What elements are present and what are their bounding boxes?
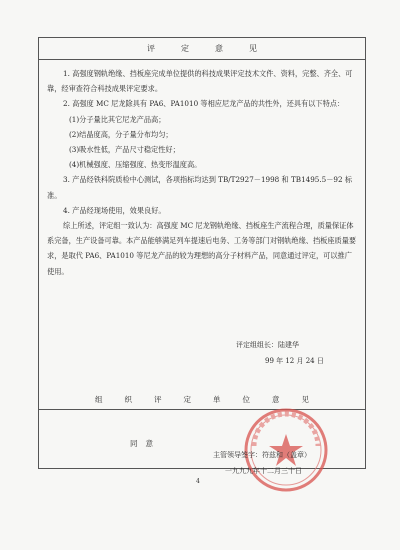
- opinion-paragraph: (2)结晶度高，分子量分布均匀；: [69, 129, 173, 139]
- opinion-paragraph: 1. 高强度钢轨绝缘、挡板座完成单位提供的科技成果评定技术文件、资料，完整、齐全、可靠，经审查符合科技成果评定要求。: [47, 69, 353, 94]
- opinion-paragraph: (3)吸水性低，产品尺寸稳定性好；: [69, 145, 180, 155]
- org-opinion-text: 同意: [130, 439, 161, 448]
- opinion-paragraph: 2. 高强度 MC 尼龙除具有 PA6、PA1010 等相应尼龙产品的共性外，还具有以下特点：: [63, 99, 345, 109]
- group-sign-date: 99 年 12 月 24 日: [265, 357, 324, 365]
- org-opinion-header: 组织评定单位意见: [39, 390, 365, 410]
- opinion-body: [47, 66, 359, 279]
- opinion-paragraph: 综上所述，评定组一致认为：高强度 MC 尼龙钢轨绝缘、挡板座生产流程合理，质量保证体系完备，生产设备可靠。本产品能够满足列车提速后电务、工务等部门对钢轨绝缘、挡板座质量要求，是取代 PA6、PA1010 等尼龙产品的较为理想的高分子材料产品，同意通过评定，可以推广使用。: [47, 221, 357, 276]
- leader-signature: 主管领导签字：符兹和（盖章）: [213, 451, 311, 459]
- opinion-paragraph: 3. 产品经铁科院质检中心测试，各项指标均达到 TB/T2927－1998 和 TB1495.5－92 标准。: [47, 175, 353, 200]
- opinion-paragraph: (1)分子量比其它尼龙产品高；: [69, 114, 166, 124]
- evaluation-form: [38, 37, 366, 475]
- leader-sign-date: 一九九九年十二月三十日: [225, 467, 302, 475]
- opinion-header: 评定意见: [39, 38, 365, 60]
- page-number: 4: [196, 478, 200, 485]
- group-leader-signature: 评定组组长：陆建华: [236, 341, 299, 349]
- opinion-paragraph: (4)机械强度、压缩强度、热变形温度高。: [69, 160, 202, 170]
- opinion-paragraph: 4. 产品经现场使用，效果良好。: [63, 205, 166, 215]
